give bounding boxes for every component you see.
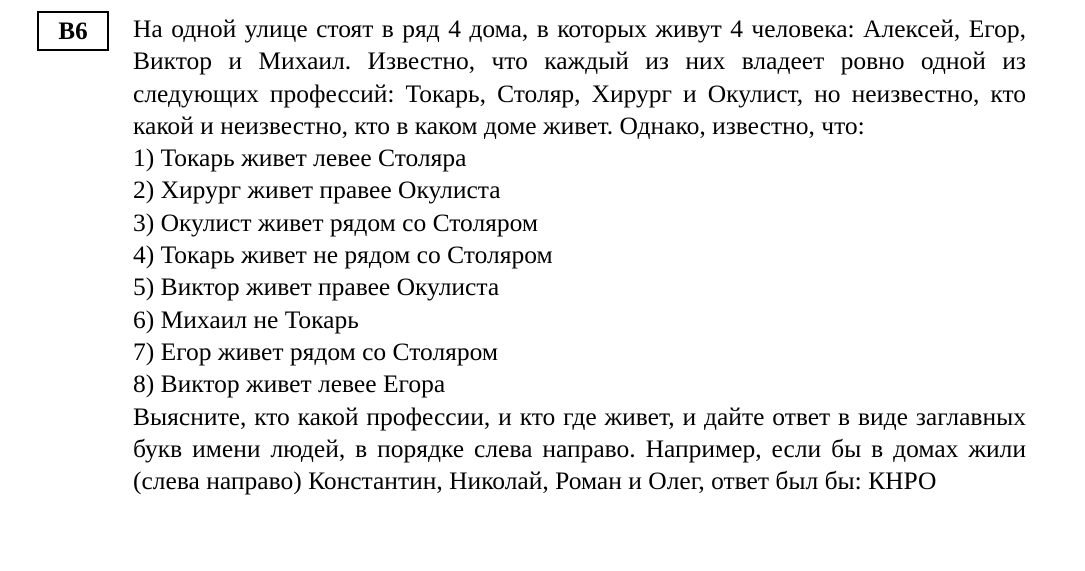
task-body <box>133 13 1026 497</box>
condition-item: 7) Егор живет рядом со Столяром <box>133 336 499 366</box>
conditions-list <box>133 142 1026 400</box>
task-instructions: Выясните, кто какой профессии, и кто где живет, и дайте ответ в виде заглавных букв имени людей, в порядке слева направо. Например, если бы в домах жили (слева направо) Константин, Николай, Роман и Олег, ответ был бы: КНРО <box>133 401 1026 496</box>
condition-item: 1) Токарь живет левее Столяра <box>133 143 467 173</box>
task-number-label: B6 <box>37 11 109 51</box>
condition-item: 2) Хирург живет правее Окулиста <box>133 175 501 205</box>
condition-item: 6) Михаил не Токарь <box>133 304 359 334</box>
condition-item: 5) Виктор живет правее Окулиста <box>133 272 500 302</box>
condition-item: 4) Токарь живет не рядом со Столяром <box>133 240 553 270</box>
condition-item: 8) Виктор живет левее Егора <box>133 369 446 399</box>
task-intro: На одной улице стоят в ряд 4 дома, в которых живут 4 человека: Алексей, Егор, Виктор и Михаил. Известно, что каждый из них владеет ровно одной из следующих профессий: Токарь, Столяр, Хирург и Окулист, но неизвестно, кто какой и неизвестно, кто в каком доме живет. Однако, известно, что: <box>133 14 1026 140</box>
condition-item: 3) Окулист живет рядом со Столяром <box>133 207 539 237</box>
